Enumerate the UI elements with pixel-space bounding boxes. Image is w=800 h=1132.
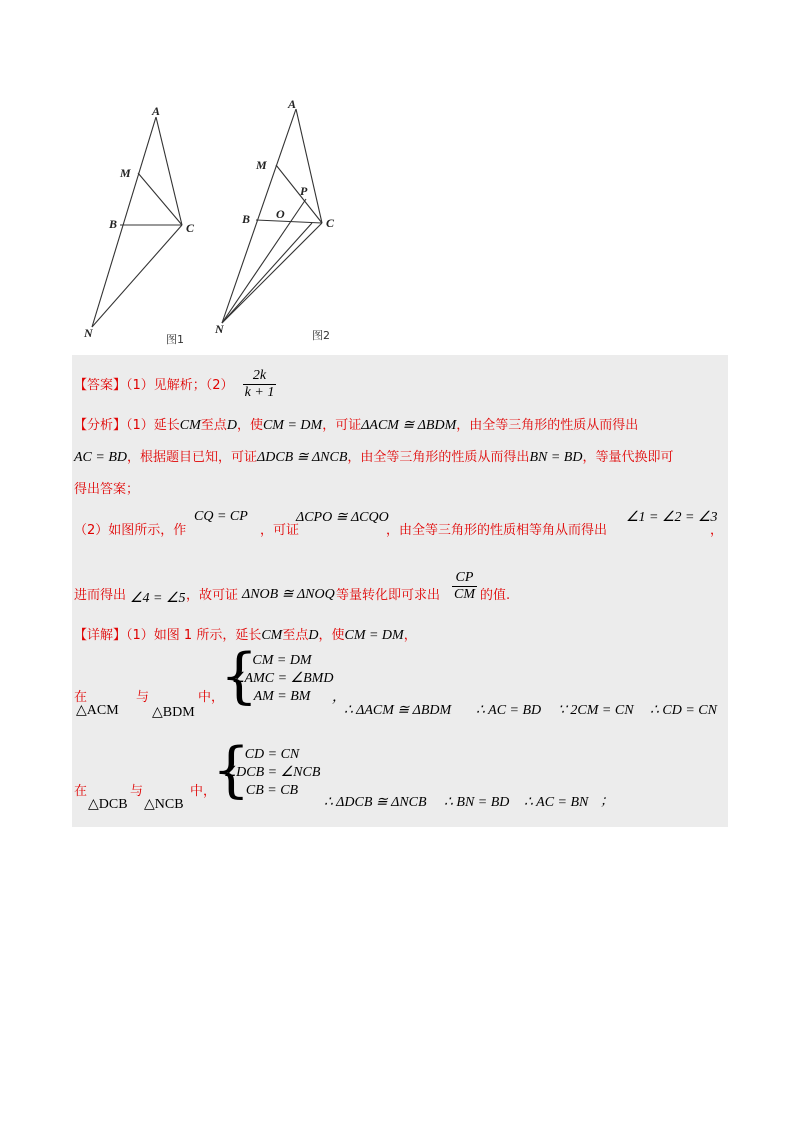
point-label-C-2: C (326, 216, 335, 230)
system-eq-1: CD = CN (244, 747, 300, 762)
figures-svg (70, 95, 370, 355)
analysis-text: ，根据题目已知，可证 (127, 450, 258, 465)
system-eq-1: CM = DM (252, 653, 312, 668)
system-eq-2: ∠AMC = ∠BMD (232, 671, 334, 686)
line-BC-2 (256, 220, 322, 223)
analysis-text: 得出答案； (74, 482, 140, 497)
detail-text: ，使 (318, 628, 345, 643)
text-zai: 在 (74, 784, 88, 799)
system-1 (74, 641, 730, 730)
text-zhong: 中， (198, 690, 225, 705)
line-AN (92, 117, 156, 327)
analysis-text: ，故可证 (186, 588, 239, 603)
math-congruence: ΔNOB ≅ ΔNOQ (242, 587, 335, 602)
detail-text: （1）如图 1 所示，延长 (126, 628, 262, 643)
math-congruence: ΔCPO ≅ ΔCQO (296, 510, 389, 525)
math-cm: CM (179, 418, 201, 433)
system-eq-3: AM = BM (253, 689, 311, 704)
analysis-text: ，等量代换即可 (582, 450, 674, 465)
figure-2-caption: 图2 (312, 329, 330, 342)
analysis-text: 等量转化即可求出 (336, 588, 441, 603)
detail-tag: 【详解】 (74, 628, 127, 643)
system-2 (74, 735, 730, 824)
analysis-text: 的值. (480, 588, 511, 603)
fraction-denominator: CM (454, 587, 475, 602)
math-angles: ∠1 = ∠2 = ∠3 (626, 510, 718, 525)
point-label-A: A (152, 104, 161, 118)
system-equations (232, 652, 332, 706)
result-congruence: ∴ ΔDCB ≅ ΔNCB (324, 795, 427, 810)
analysis-text: ，由全等三角形的性质相等角从而得出 (386, 523, 608, 538)
math-equation: CQ = CP (194, 509, 248, 524)
answer-fraction (243, 368, 277, 401)
figure-1-caption: 图1 (166, 333, 184, 346)
analysis-text: 至点 (200, 418, 227, 433)
analysis-text: ，由全等三角形的性质从而得出 (456, 418, 639, 433)
text-zhong: 中， (190, 784, 217, 799)
answer-fraction-denominator: k + 1 (244, 385, 275, 400)
math-d: D (308, 628, 319, 643)
text-zai: 在 (74, 690, 88, 705)
analysis-text: ，使 (236, 418, 263, 433)
answer-text: （1）见解析；（2） (126, 378, 234, 393)
math-equation: CM = DM (262, 418, 323, 433)
triangle-dcb: △DCB (88, 797, 128, 812)
math-equation: AC = BD (74, 450, 127, 465)
answer-line (74, 368, 276, 401)
analysis-line-2 (74, 446, 673, 466)
result-given: ∵ 2CM = CN (558, 703, 634, 718)
point-label-B: B (109, 217, 118, 231)
fraction-numerator: CP (452, 570, 477, 587)
math-equation: BN = BD (529, 450, 583, 465)
math-d: D (226, 418, 237, 433)
answer-tag: 【答案】 (74, 378, 127, 393)
line-CN-2 (222, 223, 322, 323)
triangle-acm: △ACM (76, 703, 119, 718)
result-equation: ∴ CD = CN (650, 703, 717, 718)
analysis-line-1 (74, 414, 638, 434)
analysis-text: ，由全等三角形的性质从而得出 (347, 450, 530, 465)
math-cm: CM (261, 628, 283, 643)
analysis-text: （2）如图所示，作 (74, 523, 187, 538)
answer-fraction-numerator: 2k (243, 368, 277, 385)
analysis-text: ， (710, 523, 724, 538)
point-label-N-2: N (215, 322, 224, 336)
triangle-bdm: △BDM (152, 705, 195, 720)
text-yu: 与 (130, 784, 144, 799)
point-label-M-2: M (256, 158, 267, 172)
triangle-ncb: △NCB (144, 797, 184, 812)
analysis-line-3 (74, 478, 139, 497)
point-label-C: C (186, 221, 195, 235)
line-QN-2 (222, 223, 312, 323)
math-congruence: ΔDCB ≅ ΔNCB (257, 450, 348, 465)
comma: ， (332, 690, 346, 705)
line-AN-2 (222, 109, 296, 323)
point-label-A-2: A (288, 97, 297, 111)
point-label-O-2: O (276, 207, 285, 221)
analysis-text: 进而得出 (74, 588, 127, 603)
system-eq-3: CB = CB (245, 783, 299, 798)
system-brace: { (212, 735, 251, 805)
result-equation: ∴ AC = BN (524, 795, 589, 810)
line-CN (92, 225, 182, 327)
analysis-text: ，可证 (322, 418, 362, 433)
geometry-figures (70, 95, 370, 355)
point-label-N: N (84, 326, 93, 340)
result-equation: ∴ AC = BD (476, 703, 542, 718)
point-label-P-2: P (300, 184, 308, 198)
system-equations (222, 746, 322, 800)
semicolon: ； (600, 794, 614, 809)
analysis-text: （1）延长 (126, 418, 180, 433)
text-yu: 与 (136, 690, 150, 705)
figure-1 (83, 104, 195, 346)
figure-2 (214, 97, 335, 342)
math-angles: ∠4 = ∠5 (130, 591, 186, 606)
math-congruence: ΔACM ≅ ΔBDM (361, 418, 457, 433)
analysis-tag: 【分析】 (74, 418, 127, 433)
line-PN-2 (222, 199, 306, 323)
result-equation: ∴ BN = BD (444, 795, 510, 810)
analysis-fraction (452, 570, 477, 603)
point-label-M: M (120, 166, 131, 180)
math-equation: CM = DM (344, 628, 404, 643)
detail-text: 至点 (282, 628, 309, 643)
system-brace: { (220, 641, 259, 711)
analysis-text: ，可证 (260, 523, 300, 538)
detail-text: ， (403, 628, 417, 643)
system-eq-2: ∠DCB = ∠NCB (223, 765, 321, 780)
result-congruence: ∴ ΔACM ≅ ΔBDM (344, 703, 452, 718)
point-label-B-2: B (242, 212, 251, 226)
